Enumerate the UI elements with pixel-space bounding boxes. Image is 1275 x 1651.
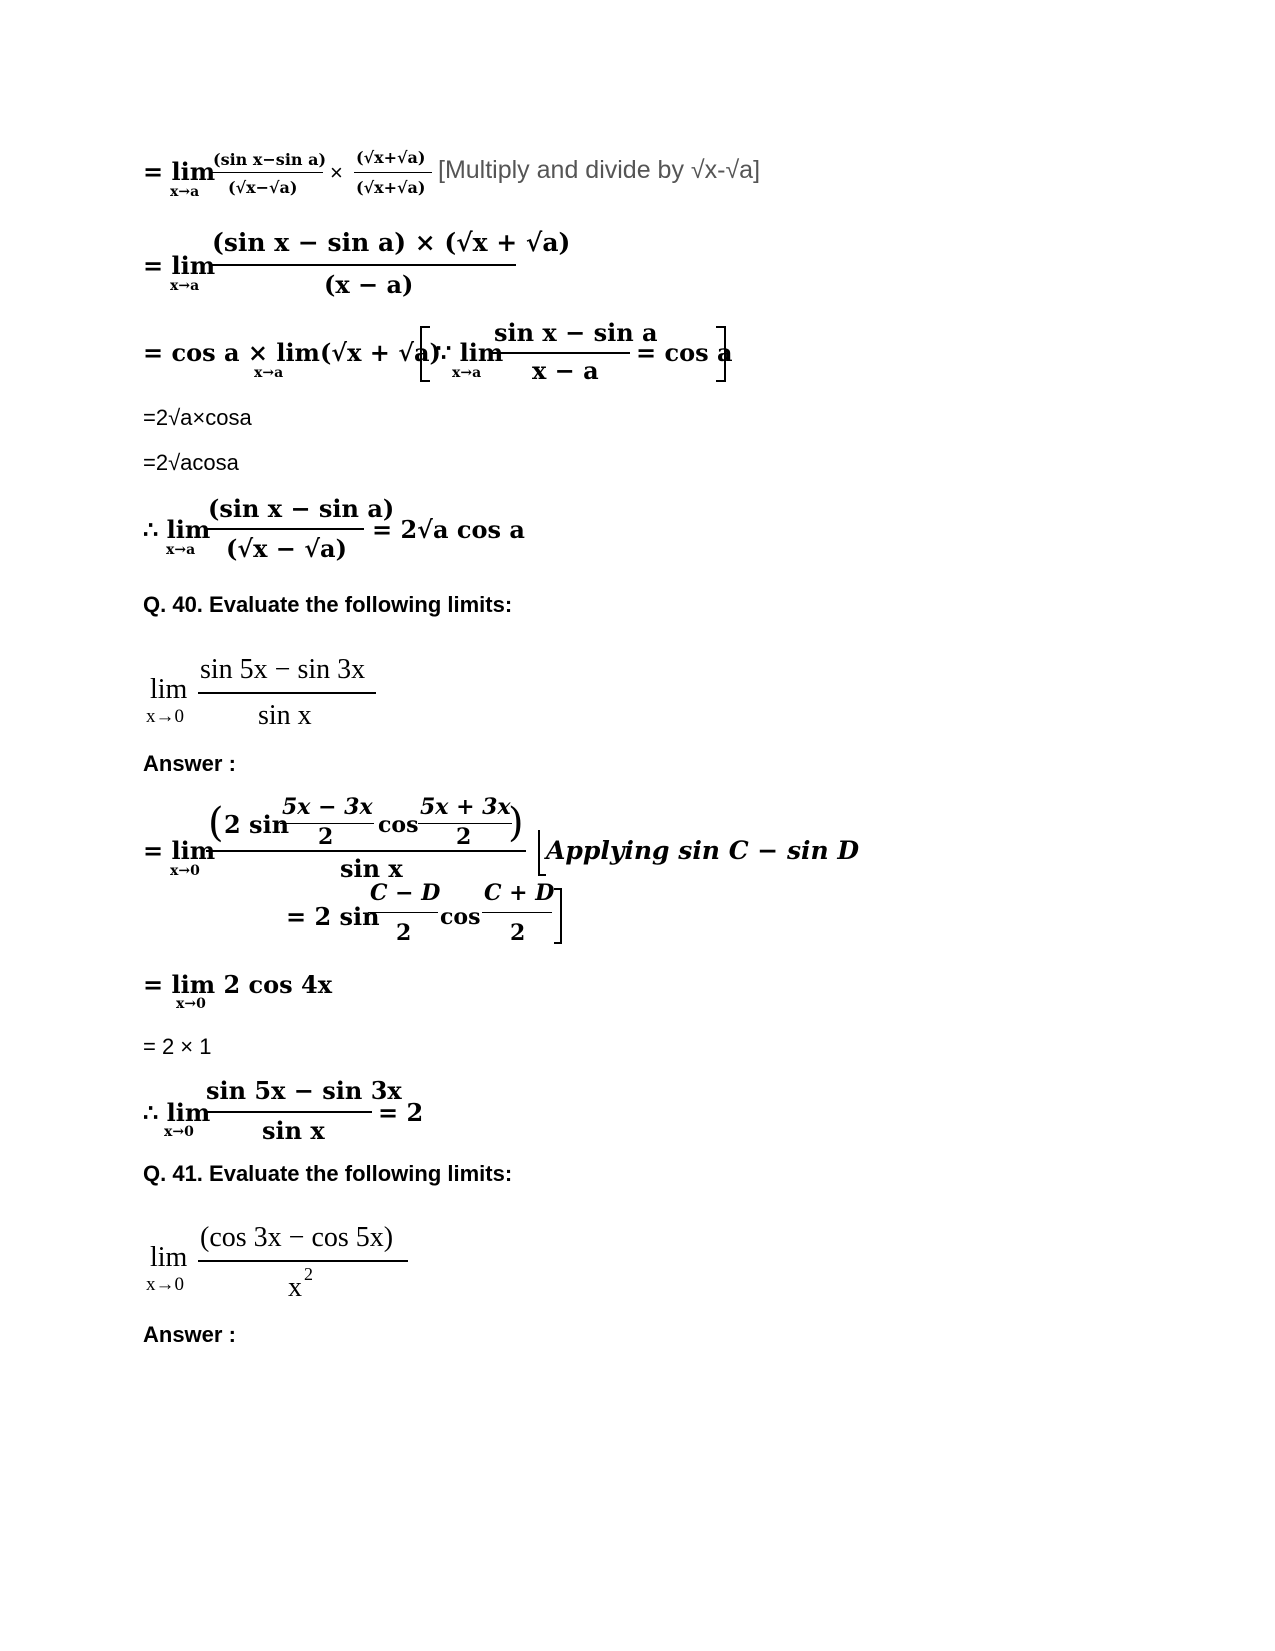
q40-s1-f2-den: 2 xyxy=(456,824,472,850)
eq1-lim-sub: x→a xyxy=(170,184,200,200)
q41-lim-sub: x→0 xyxy=(146,1274,184,1295)
q40-s1-main-bar xyxy=(206,850,526,852)
eq3-left-bracket xyxy=(420,326,430,382)
q40-s1-right-paren: ) xyxy=(508,800,524,846)
eq1-fraction-bar-1 xyxy=(211,172,323,173)
q40-s1-left-paren: ( xyxy=(208,800,224,846)
q40-s3: = 2 × 1 xyxy=(143,1034,212,1059)
q40-lim: lim xyxy=(150,674,188,705)
step-1: =2√a×cosa xyxy=(143,405,252,430)
eq1-note: [Multiply and divide by √x-√a] xyxy=(438,156,761,184)
eq1-lim: = lim xyxy=(143,157,216,186)
q41-den-sup: 2 xyxy=(304,1264,313,1284)
q40-s1-f1-den: 2 xyxy=(318,824,334,850)
q40-s2: = lim 2 cos 4x xyxy=(143,970,332,999)
eq1-den1: (√x−√a) xyxy=(228,178,298,197)
eq3-rhs: = cos a xyxy=(636,338,733,367)
eq1-num2: (√x+√a) xyxy=(356,148,426,167)
q40-s1-note2-f1-bar xyxy=(368,912,438,913)
q40-res-bar xyxy=(204,1111,372,1113)
q40-s1-cos: cos xyxy=(378,812,419,838)
q40-s1-f2-num: 5x + 3x xyxy=(420,794,511,820)
q40-s1-note2-f1-den: 2 xyxy=(396,920,412,946)
q40-s1-note2-f1-num: C − D xyxy=(370,880,441,906)
q41-lim: lim xyxy=(150,1242,188,1273)
eq4-num: (sin x − sin a) xyxy=(208,494,395,523)
step-2: =2√acosa xyxy=(143,450,239,475)
eq1-num1: (sin x−sin a) xyxy=(213,150,327,169)
q40-den: sin x xyxy=(258,700,312,731)
q40-s1-note-bracket-right xyxy=(554,888,562,944)
q40-s1-den: sin x xyxy=(340,854,403,883)
eq2-fraction-bar xyxy=(210,264,516,266)
q40-s1-note2-cos: cos xyxy=(440,904,481,930)
eq1-fraction-bar-2 xyxy=(354,172,432,173)
eq4-rhs: = 2√a cos a xyxy=(372,515,525,544)
q40-res-rhs: = 2 xyxy=(378,1098,424,1127)
q41-fraction-bar xyxy=(198,1260,408,1262)
q41-den: x xyxy=(288,1272,302,1303)
q40-s1-f1-num: 5x − 3x xyxy=(282,794,373,820)
eq1-times: × xyxy=(330,160,343,185)
q40-s1-note2-f2-den: 2 xyxy=(510,920,526,946)
q40-s1-note: Applying sin C − sin D xyxy=(546,836,860,865)
q40-s2-sub: x→0 xyxy=(176,996,206,1012)
q40-lim-sub: x→0 xyxy=(146,706,184,727)
eq2-lim-sub: x→a xyxy=(170,278,200,294)
q40-res-sub: x→0 xyxy=(164,1124,194,1140)
eq3-lim-sub: x→a xyxy=(254,365,284,381)
q40-title: Q. 40. Evaluate the following limits: xyxy=(143,592,513,617)
q40-s1-lim: = lim xyxy=(143,836,216,865)
q40-s1-note2-f2-num: C + D xyxy=(484,880,555,906)
eq1-den2: (√x+√a) xyxy=(356,178,426,197)
q40-s1-note2-2sin: = 2 sin xyxy=(286,902,380,931)
eq3-lead: = cos a × lim(√x + √a) xyxy=(143,338,441,367)
eq3-num: sin x − sin a xyxy=(494,318,658,347)
q40-answer: Answer : xyxy=(143,751,236,776)
eq4-fraction-bar xyxy=(206,528,364,530)
eq3-den: x − a xyxy=(532,356,599,385)
q41-title: Q. 41. Evaluate the following limits: xyxy=(143,1161,513,1186)
eq3-right-bracket xyxy=(716,326,726,382)
eq2-lim: = lim xyxy=(143,251,216,280)
eq2-num: (sin x − sin a) × (√x + √a) xyxy=(212,228,571,257)
eq4-lim-sub: x→a xyxy=(166,542,196,558)
q40-num: sin 5x − sin 3x xyxy=(200,654,366,685)
q40-s1-note-bracket-left xyxy=(538,830,546,876)
q40-s1-2sin: 2 sin xyxy=(224,810,290,839)
eq3-because-sub: x→a xyxy=(452,365,482,381)
eq4-den: (√x − √a) xyxy=(226,534,347,563)
q40-s1-lim-sub: x→0 xyxy=(170,863,200,879)
q40-fraction-bar xyxy=(198,692,376,694)
q40-res-lead: ∴ lim xyxy=(143,1098,211,1127)
eq4-lead: ∴ lim xyxy=(143,515,211,544)
q40-res-num: sin 5x − sin 3x xyxy=(206,1076,402,1105)
q41-num: (cos 3x − cos 5x) xyxy=(200,1222,394,1253)
q40-res-den: sin x xyxy=(262,1116,325,1145)
q40-s1-note2-f2-bar xyxy=(482,912,552,913)
eq3-because-lim: ∵ lim xyxy=(436,338,504,367)
q41-answer: Answer : xyxy=(143,1322,236,1347)
eq2-den: (x − a) xyxy=(324,270,414,299)
eq3-fraction-bar xyxy=(492,352,630,354)
